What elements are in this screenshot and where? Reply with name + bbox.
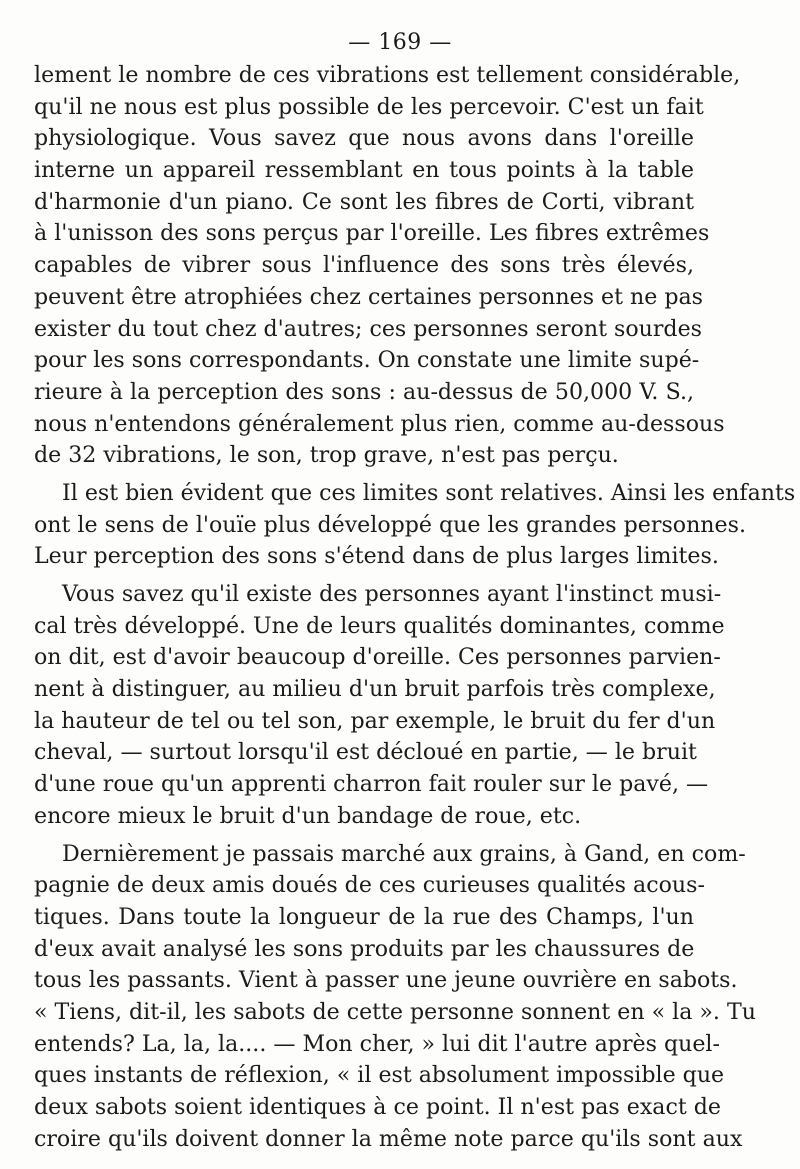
text-line: encore mieux le bruit d'un bandage de roue, etc. <box>34 802 582 829</box>
text-line: peuvent être atrophiées chez certaines personnes et ne pas <box>34 283 704 310</box>
text-line: Vous savez qu'il existe des personnes ayant l'instinct musi- <box>62 581 722 607</box>
text-line: ont le sens de l'ouïe plus développé que les grandes personnes. <box>34 511 746 538</box>
text-line: exister du tout chez d'autres; ces personnes seront sourdes <box>34 315 702 342</box>
paragraph <box>34 478 796 573</box>
page-body <box>34 60 796 1155</box>
text-line: nous n'entendons généralement plus rien, comme au-dessous <box>34 410 725 437</box>
text-line: interne un appareil ressemblant en tous points à la table <box>34 157 694 184</box>
text-line: capables de vibrer sous l'influence des sons très élevés, <box>34 252 694 279</box>
text-line: Leur perception des sons s'étend dans de plus larges limites. <box>34 543 719 570</box>
text-line: Il est bien évident que ces limites sont relatives. Ainsi les enfants <box>62 479 796 506</box>
text-line: Dernièrement je passais marché aux grains, à Gand, en com- <box>62 840 746 867</box>
text-line: pagnie de deux amis doués de ces curieuses qualités acous- <box>34 872 705 899</box>
text-line: entends? La, la, la.... — Mon cher, » lui dit l'autre après quel- <box>34 1030 720 1057</box>
text-line: deux sabots soient identiques à ce point. Il n'est pas exact de <box>34 1094 721 1120</box>
paragraph <box>34 839 756 1156</box>
text-line: à l'unisson des sons perçus par l'oreille. Les fibres extrêmes <box>34 220 710 247</box>
paragraph <box>34 579 725 833</box>
text-line: de 32 vibrations, le son, trop grave, n'est pas perçu. <box>34 442 619 469</box>
text-line: on dit, est d'avoir beaucoup d'oreille. Ces personnes parvien- <box>34 644 721 671</box>
text-line: rieure à la perception des sons : au-dessus de 50,000 V. S., <box>34 378 694 405</box>
text-line: nent à distinguer, au milieu d'un bruit parfois très complexe, <box>34 676 716 703</box>
page-number: — 169 — <box>348 30 452 55</box>
text-line: croire qu'ils doivent donner la même note parce qu'ils sont aux <box>34 1125 743 1152</box>
text-line: d'une roue qu'un apprenti charron fait rouler sur le pavé, — <box>34 771 709 798</box>
text-line: d'harmonie d'un piano. Ce sont les fibres de Corti, vibrant <box>34 188 694 215</box>
text-line: pour les sons correspondants. On constate une limite supé- <box>34 347 700 374</box>
text-line: tiques. Dans toute la longueur de la rue des Champs, l'un <box>34 903 694 930</box>
text-line: la hauteur de tel ou tel son, par exemple, le bruit du fer d'un <box>34 707 716 734</box>
text-line: qu'il ne nous est plus possible de les percevoir. C'est un fait <box>34 93 704 120</box>
text-line: lement le nombre de ces vibrations est tellement considérable, <box>34 62 741 88</box>
text-line: cal très développé. Une de leurs qualités dominantes, comme <box>34 612 725 639</box>
text-line: tous les passants. Vient à passer une jeune ouvrière en sabots. <box>34 967 738 994</box>
text-line: cheval, — surtout lorsqu'il est décloué en partie, — le bruit <box>34 739 697 766</box>
text-line: « Tiens, dit-il, les sabots de cette personne sonnent en « la ». Tu <box>34 998 756 1025</box>
text-line: d'eux avait analysé les sons produits par les chaussures de <box>34 935 695 962</box>
text-line: physiologique. Vous savez que nous avons dans l'oreille <box>34 125 694 152</box>
text-line: ques instants de réflexion, « il est absolument impossible que <box>34 1062 725 1089</box>
paragraph <box>34 60 741 472</box>
